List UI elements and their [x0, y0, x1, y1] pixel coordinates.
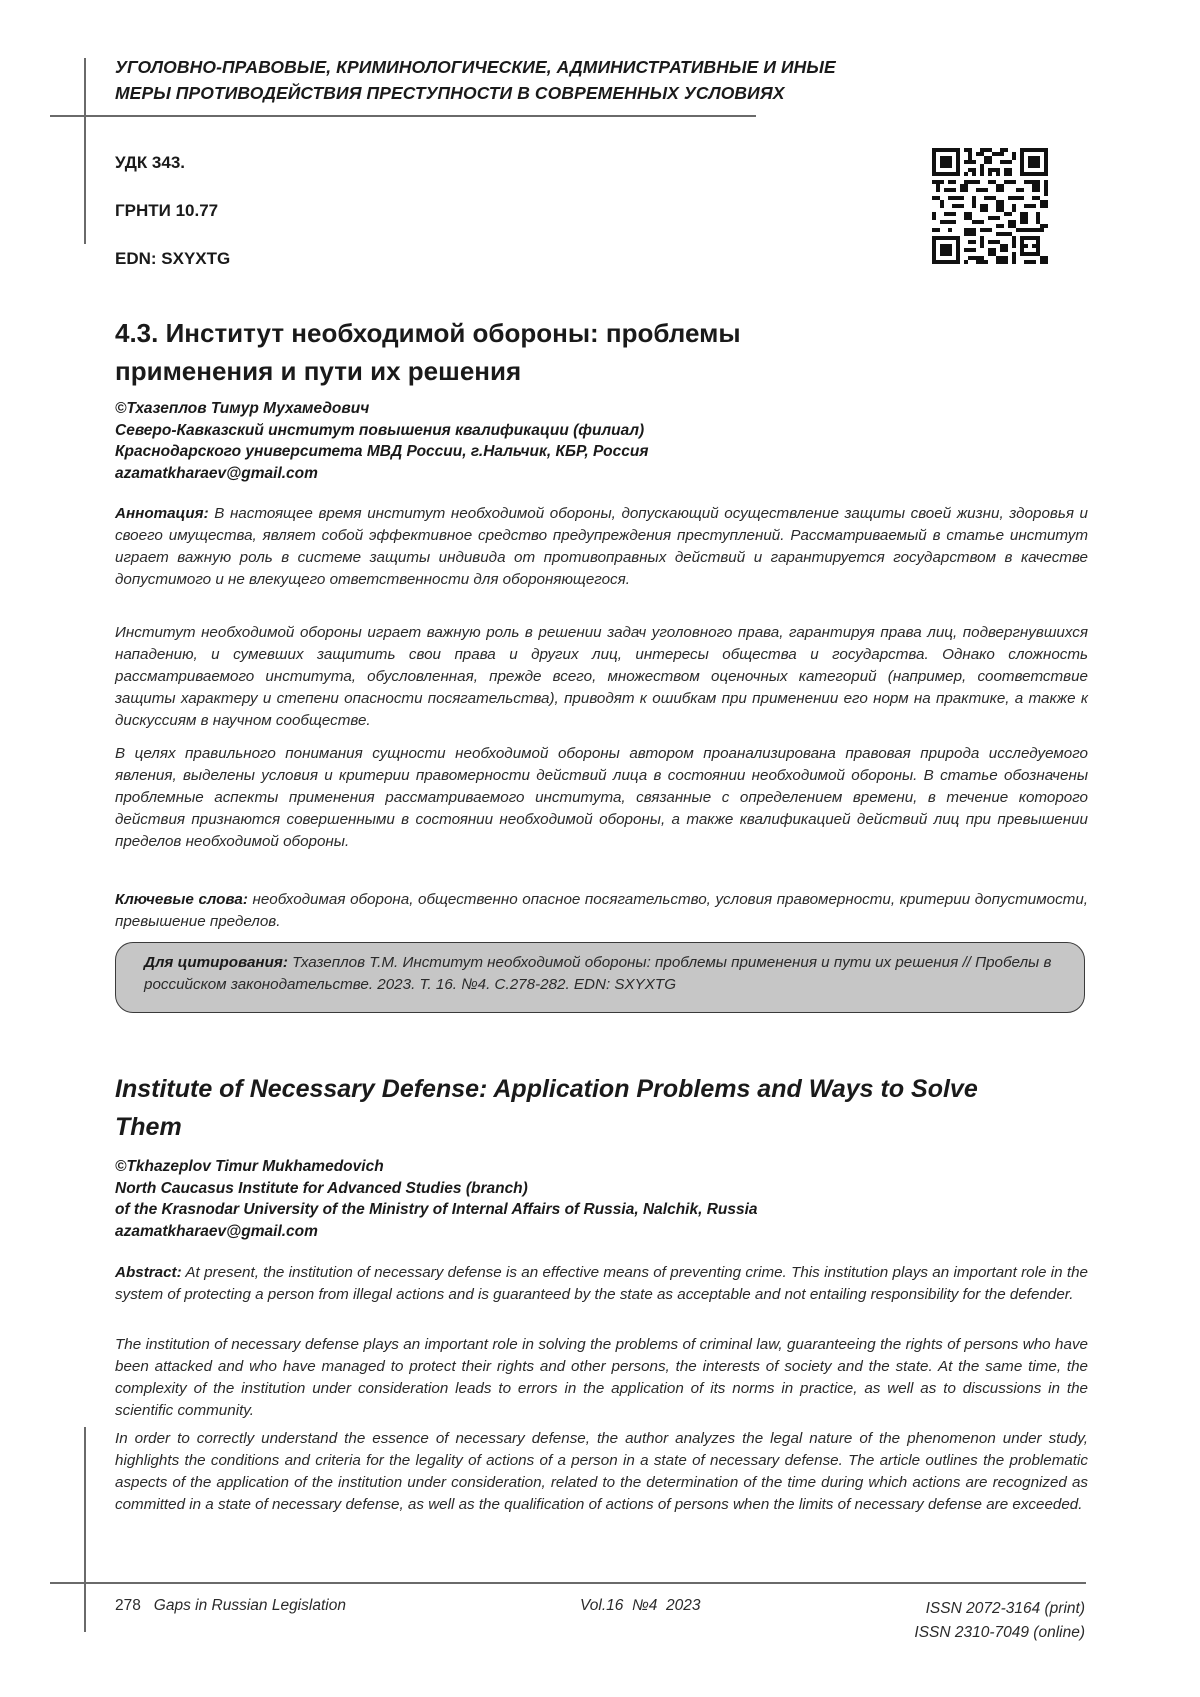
article-title-ru-line-2: применения и пути их решения — [115, 356, 522, 386]
edn-code: EDN: SXYXTG — [115, 249, 231, 268]
bottom-vertical-rule — [84, 1427, 86, 1632]
author-block-ru — [115, 398, 1015, 484]
affiliation-en-line-2: of the Krasnodar University of the Ministry of Internal Affairs of Russia, Nalchik, Russia — [115, 1201, 758, 1218]
abstract-ru-paragraph-3 — [115, 743, 1088, 853]
affiliation-ru-line-2: Краснодарского университета МВД России, г.Нальчик, КБР, Россия — [115, 443, 649, 460]
abstract-ru-paragraph-1 — [115, 503, 1088, 591]
author-block-en — [115, 1156, 1015, 1242]
author-name-ru: ©Тхазеплов Тимур Мухамедович — [115, 400, 370, 417]
top-horizontal-rule — [50, 115, 756, 117]
author-name-en: ©Tkhazeplov Timur Mukhamedovich — [115, 1158, 384, 1175]
journal-name: Gaps in Russian Legislation — [153, 1597, 346, 1614]
volume-issue: Vol.16 №4 2023 — [580, 1597, 701, 1614]
keywords-text-ru: необходимая оборона, общественно опасное посягательство, условия правомерности, критерии допустимости, превышение пределов. — [115, 891, 1088, 930]
keywords-label-ru: Ключевые слова: — [115, 891, 248, 908]
author-email-en[interactable]: azamatkharaev@gmail.com — [115, 1222, 318, 1240]
abstract-en-text-3: In order to correctly understand the essence of necessary defense, the author analyzes the legal nature of the phenomenon under study, highlights the conditions and criteria for the legality of actions of a person in a state of necessary defense. The article outlines the problematic aspects of the application of the institution under consideration, related to the determination of the time during which actions are recognized as committed in a state of necessary defense, as well as the qualification of actions of persons when the limits of necessary defense are exceeded. — [115, 1430, 1088, 1513]
qr-code-icon — [932, 148, 1048, 264]
abstract-ru-text-3: В целях правильного понимания сущности необходимой обороны автором проанализирована правовая природа исследуемого явления, выделены условия и критерии правомерности действий лица в состоянии необходимой обороны. В статье обозначены проблемные аспекты применения рассматриваемого института, связанные с определением времени, в течение которого действия признаются совершенными в состоянии необходимой обороны, а также квалификацией действий лиц при превышении пределов необходимой обороны. — [115, 745, 1088, 850]
issn-online: ISSN 2310-7049 (online) — [914, 1624, 1085, 1641]
top-vertical-rule — [84, 58, 86, 244]
running-head-line-2: МЕРЫ ПРОТИВОДЕЙСТВИЯ ПРЕСТУПНОСТИ В СОВРЕМЕННЫХ УСЛОВИЯХ — [115, 83, 785, 103]
article-title-en-line-1: Institute of Necessary Defense: Application Problems and Ways to Solve — [115, 1075, 978, 1103]
abstract-en-paragraph-3 — [115, 1428, 1088, 1516]
udk-code: УДК 343. — [115, 153, 186, 172]
article-title-ru-line-1: 4.3. Институт необходимой обороны: проблемы — [115, 318, 741, 348]
citation-label: Для цитирования: — [144, 954, 288, 971]
footer-issn — [914, 1597, 1085, 1645]
abstract-en-text-2: The institution of necessary defense plays an important role in solving the problems of criminal law, guaranteeing the rights of persons who have been attacked and who have managed to protect their rights and other persons, the interests of society and the state. At the same time, the complexity of the institution under consideration leads to errors in the application of its norms in practice, as well as to discussions in the scientific community. — [115, 1336, 1088, 1419]
abstract-ru-text-2: Институт необходимой обороны играет важную роль в решении задач уголовного права, гарантируя права лиц, подвергнувшихся нападению, и сумевших защитить свои права и других лиц, интересы общества и государства. Однако сложность рассматриваемого института, обусловленная, прежде всего, множеством оценочных категорий (например, соответствие защиты характеру и степени опасности посягательства), приводят к ошибкам при применении его норм на практике, а также к дискуссиям в научном сообществе. — [115, 624, 1088, 729]
issn-print: ISSN 2072-3164 (print) — [925, 1600, 1085, 1617]
citation-box — [115, 942, 1085, 1013]
abstract-label-ru: Аннотация: — [115, 505, 209, 522]
abstract-en-paragraph-2 — [115, 1334, 1088, 1422]
footer-rule — [50, 1582, 1086, 1584]
author-email-ru[interactable]: azamatkharaev@gmail.com — [115, 464, 318, 482]
running-head — [115, 54, 915, 106]
article-title-ru — [115, 314, 875, 390]
grnti-code: ГРНТИ 10.77 — [115, 201, 219, 220]
running-head-line-1: УГОЛОВНО-ПРАВОВЫЕ, КРИМИНОЛОГИЧЕСКИЕ, АДМИНИСТРАТИВНЫЕ И ИНЫЕ — [115, 57, 836, 77]
article-title-en — [115, 1070, 1075, 1146]
page-number: 278 — [115, 1597, 141, 1614]
article-title-en-line-2: Them — [115, 1113, 182, 1141]
affiliation-ru-line-1: Северо-Кавказский институт повышения квалификации (филиал) — [115, 421, 645, 439]
abstract-en-text-1: At present, the institution of necessary defense is an effective means of preventing crime. This institution plays an important role in the system of protecting a person from illegal actions and is guaranteed by the state as acceptable and not entailing responsibility for the defender. — [115, 1264, 1088, 1303]
affiliation-en-line-1: North Caucasus Institute for Advanced Studies (branch) — [115, 1179, 528, 1197]
abstract-label-en: Abstract: — [115, 1264, 182, 1281]
citation-text: Тхазеплов Т.М. Институт необходимой обороны: проблемы применения и пути их решения // Пробелы в российском законодательстве. 2023. Т. 16. №4. С.278-282. EDN: SXYXTG — [144, 954, 1052, 993]
abstract-ru-paragraph-2 — [115, 622, 1088, 732]
keywords-ru — [115, 889, 1088, 933]
abstract-ru-text-1: В настоящее время институт необходимой обороны, допускающий осуществление защиты своей жизни, здоровья и своего имущества, являет собой эффективное средство предупреждения преступлений. Рассматриваемый в статье институт играет важную роль в системе защиты индивида от противоправных действий и гарантируется государством в качестве допустимого и не влекущего ответственности для обороняющегося. — [115, 505, 1088, 588]
footer-left — [115, 1597, 346, 1615]
abstract-en-paragraph-1 — [115, 1262, 1088, 1306]
